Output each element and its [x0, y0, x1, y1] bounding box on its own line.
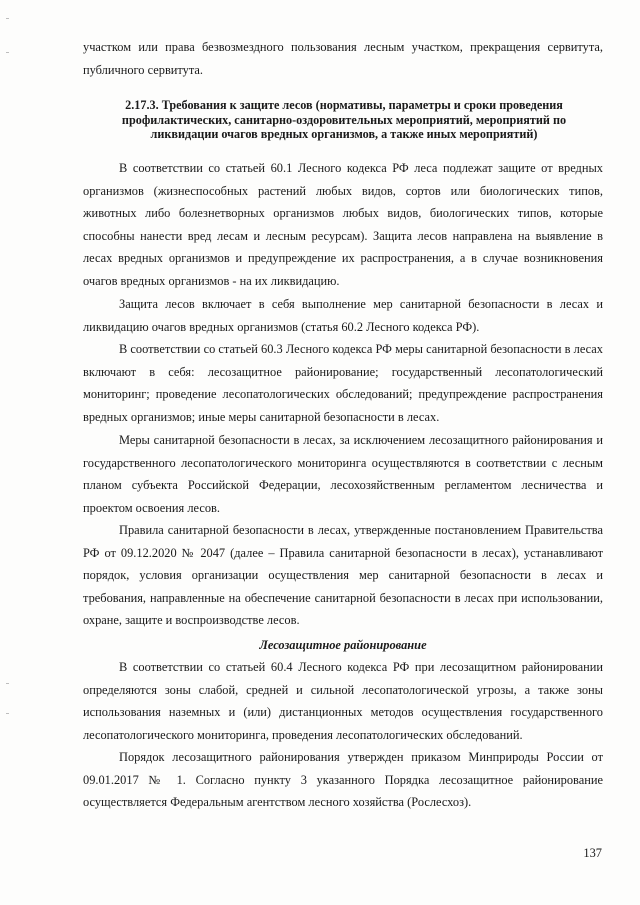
subsection-paragraph-1-text: В соответствии со статьей 60.4 Лесного кодекса РФ при лесозащитном районировании определяются зоны слабой, средней и сильной лесопатологической угрозы, а также зоны использования наземных и (или) дистанционных методов осуществления государственного лесопатологического мониторинга, проведения лесопатологических обследований. — [83, 660, 603, 742]
body-paragraph-2-text: Защита лесов включает в себя выполнение мер санитарной безопасности в лесах и ликвидацию очагов вредных организмов (статья 60.2 Лесного кодекса РФ). — [83, 297, 603, 334]
scan-edge-mark — [6, 52, 9, 53]
intro-paragraph: участком или права безвозмездного пользования лесным участком, прекращения сервитута, публичного сервитута. — [83, 40, 603, 77]
body-paragraph-5-text: Правила санитарной безопасности в лесах, утвержденные постановлением Правительства РФ от 09.12.2020 № 2047 (далее – Правила санитарной безопасности в лесах), устанавливают порядок, условия организации осуществления мер санитарной безопасности в лесах и требования, направленные на обеспечение санитарной безопасности в лесах при использовании, охране, защите и воспроизводстве лесов. — [83, 523, 603, 628]
scan-edge-mark — [6, 18, 9, 19]
body-paragraph-3-text: В соответствии со статьей 60.3 Лесного кодекса РФ меры санитарной безопасности в лесах включают в себя: лесозащитное районирование; государственный лесопатологический мониторинг; проведение лесопатологических обследований; предупреждение распространения вредных организмов; иные меры санитарной безопасности в лесах. — [83, 342, 603, 424]
subsection-heading: Лесозащитное районирование — [259, 638, 427, 652]
body-paragraph-2 — [83, 293, 603, 338]
body-paragraph-1 — [83, 157, 603, 293]
section-heading: 2.17.3. Требования к защите лесов (нормативы, параметры и сроки проведения профилактических, санитарно-оздоровительных мероприятий, мероприятий по ликвидации очагов вредных организмов, а также иных мероприятий) — [121, 98, 567, 142]
body-paragraph-5 — [83, 519, 603, 632]
scan-edge-mark — [6, 713, 9, 714]
page-number: 137 — [583, 846, 602, 860]
subsection-paragraph-1 — [83, 656, 603, 746]
body-paragraph-1-text: В соответствии со статьей 60.1 Лесного кодекса РФ леса подлежат защите от вредных организмов (жизнеспособных растений любых видов, сортов или биологических типов, животных либо болезнетворных организмов любых видов, биологических типов, которые способны нанести вред лесам и лесным ресурсам). Защита лесов направлена на выявление в лесах вредных организмов и предупреждение их распространения, а в случае возникновения очагов вредных организмов - на их ликвидацию. — [83, 161, 603, 288]
subsection-paragraph-2 — [83, 746, 603, 814]
scan-edge-mark — [6, 683, 9, 684]
subsection-paragraph-2-text: Порядок лесозащитного районирования утвержден приказом Минприроды России от 09.01.2017 № 1. Согласно пункту 3 указанного Порядка лесозащитное районирование осуществляется Федеральным агентством лесного хозяйства (Рослесхоз). — [83, 750, 603, 810]
body-paragraph-4 — [83, 429, 603, 519]
body-paragraph-3 — [83, 338, 603, 428]
body-paragraph-4-text: Меры санитарной безопасности в лесах, за исключением лесозащитного районирования и государственного лесопатологического мониторинга осуществляются в соответствии с лесным планом субъекта Российской Федерации, лесохозяйственным регламентом лесничества и проектом освоения лесов. — [83, 433, 603, 515]
